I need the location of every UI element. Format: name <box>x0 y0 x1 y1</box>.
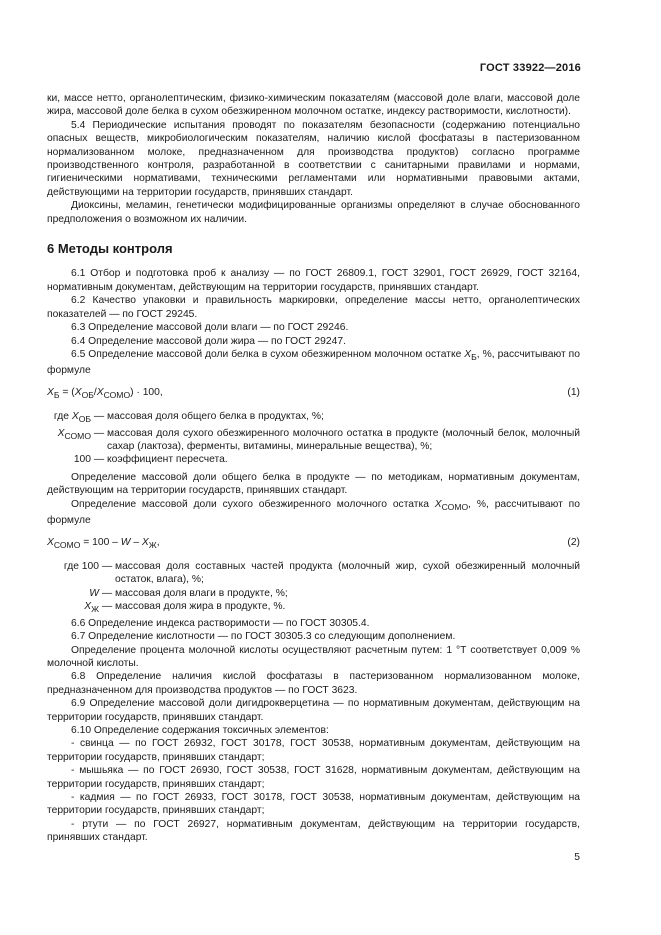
paragraph-dioxins: Диоксины, меламин, генетически модифицированные организмы определяют в случае обоснованного предположения о возможном их наличии. <box>47 200 580 225</box>
page-number: 5 <box>574 852 580 863</box>
toxic-item-lead: - свинца — по ГОСТ 26932, ГОСТ 30178, ГОСТ 30538, нормативным документам, действующим на территории государств, принявших стандарт; <box>47 738 580 763</box>
clause-6-3: 6.3 Определение массовой доли влаги — по ГОСТ 29246. <box>71 322 349 334</box>
paragraph-total-protein: Определение массовой доли общего белка в продукте — по методикам, нормативным документам, действующим на территории государств, принявших стандарт. <box>47 471 580 497</box>
formula-2: $X_{СОМО} = 100 - W - X_Ж$, (2) <box>47 536 580 550</box>
page-content <box>47 92 580 845</box>
clause-6-5: 6.5 Определение массовой доли белка в сухом обезжиренном молочном остатке $X_Б$, %, рассчитывают по формуле <box>47 348 580 377</box>
definition-w: W — массовая доля влаги в продукте, %; <box>89 587 288 599</box>
clause-6-10: 6.10 Определение содержания токсичных элементов: <box>71 724 329 736</box>
clause-6-1: 6.1 Отбор и подготовка проб к анализу — по ГОСТ 26809.1, ГОСТ 32901, ГОСТ 26929, ГОСТ 32164, нормативным документам, действующим на территории государств, принявших стандарт. <box>47 268 580 293</box>
clause-6-6: 6.6 Определение индекса растворимости — по ГОСТ 30305.4. <box>71 617 370 629</box>
clause-6-2: 6.2 Качество упаковки и правильность маркировки, определение массы нетто, органолептических показателей — по ГОСТ 29245. <box>47 295 580 320</box>
definition-100-parts: где 100 — массовая доля составных частей продукта (молочный жир, сухой обезжиренный молочный остаток, влага), %; <box>63 561 580 586</box>
clause-6-7: 6.7 Определение кислотности — по ГОСТ 30305.3 со следующим дополнением. <box>71 631 456 643</box>
formula-1-number: (1) <box>567 386 580 398</box>
definition-x-somo: $X_{СОМО}$ — массовая доля сухого обезжиренного молочного остатка в продукте (молочный белок, молочный сахар (лактоза), ферменты, витамины, минеральные вещества), %; <box>57 427 580 453</box>
formula-1: $X_Б = (X_{ОБ}/X_{СОМО}) \cdot 100$, (1) <box>47 386 580 400</box>
toxic-item-cadmium: - кадмия — по ГОСТ 26933, ГОСТ 30178, ГОСТ 30538, нормативным документам, действующим на территории государств, принявших стандарт; <box>47 791 580 817</box>
section-title: 6 Методы контроля <box>47 241 173 257</box>
definition-x-zh: $X_Ж$ — массовая доля жира в продукте, %. <box>84 601 286 615</box>
toxic-item-mercury: - ртути — по ГОСТ 26927, нормативным документам, действующим на территории государств, принявших стандарт. <box>47 818 580 844</box>
definition-x-ob: где $X_{ОБ}$ — массовая доля общего белка в продуктах, %; <box>53 411 324 425</box>
clause-6-4: 6.4 Определение массовой доли жира — по ГОСТ 29247. <box>71 335 346 347</box>
doc-code-header: ГОСТ 33922—2016 <box>479 62 581 74</box>
formula-2-number: (2) <box>567 536 580 548</box>
paragraph-continuation: ки, массе нетто, органолептическим, физико-химическим показателям (массовой доле влаги, массовой доле жира, массовой доле белка в сухом обезжиренном молочном остатке, индексу растворимости, кислотности). <box>47 93 580 118</box>
paragraph-5-4: 5.4 Периодические испытания проводят по показателям безопасности (содержанию потенциально опасных веществ, микробиологическим показателям, наличию кислой фосфатазы в пастеризованном нормализованном молоке, предназначенном для производства продуктов) согласно программе производственного контроля, разработанной в соответствии с санитарными правилами и нормами, гигиеническими нормативами, техническими регламентами или нормативными правовыми актами, действующими на территории государств, принявших стандарт. <box>47 119 580 198</box>
paragraph-somo: Определение массовой доли сухого обезжиренного молочного остатка $X_{СОМО}$, %, рассчитывают по формуле <box>47 498 580 527</box>
clause-6-8: 6.8 Определение наличия кислой фосфатазы в пастеризованном нормализованном молоке, предназначенном для производства продуктов — по ГОСТ 3623. <box>47 671 580 696</box>
definition-100: 100 — коэффициент пересчета. <box>73 454 228 466</box>
clause-6-7-note: Определение процента молочной кислоты осуществляют расчетным путем: 1 °Т соответствует 0,009 % молочной кислоты. <box>47 644 580 669</box>
clause-6-9: 6.9 Определение массовой доли дигидрокверцетина — по нормативным документам, действующим на территории государств, принявших стандарт. <box>47 698 580 723</box>
toxic-item-arsenic: - мышьяка — по ГОСТ 26930, ГОСТ 30538, ГОСТ 31628, нормативным документам, действующим на территории государств, принявших стандарт; <box>47 765 580 790</box>
